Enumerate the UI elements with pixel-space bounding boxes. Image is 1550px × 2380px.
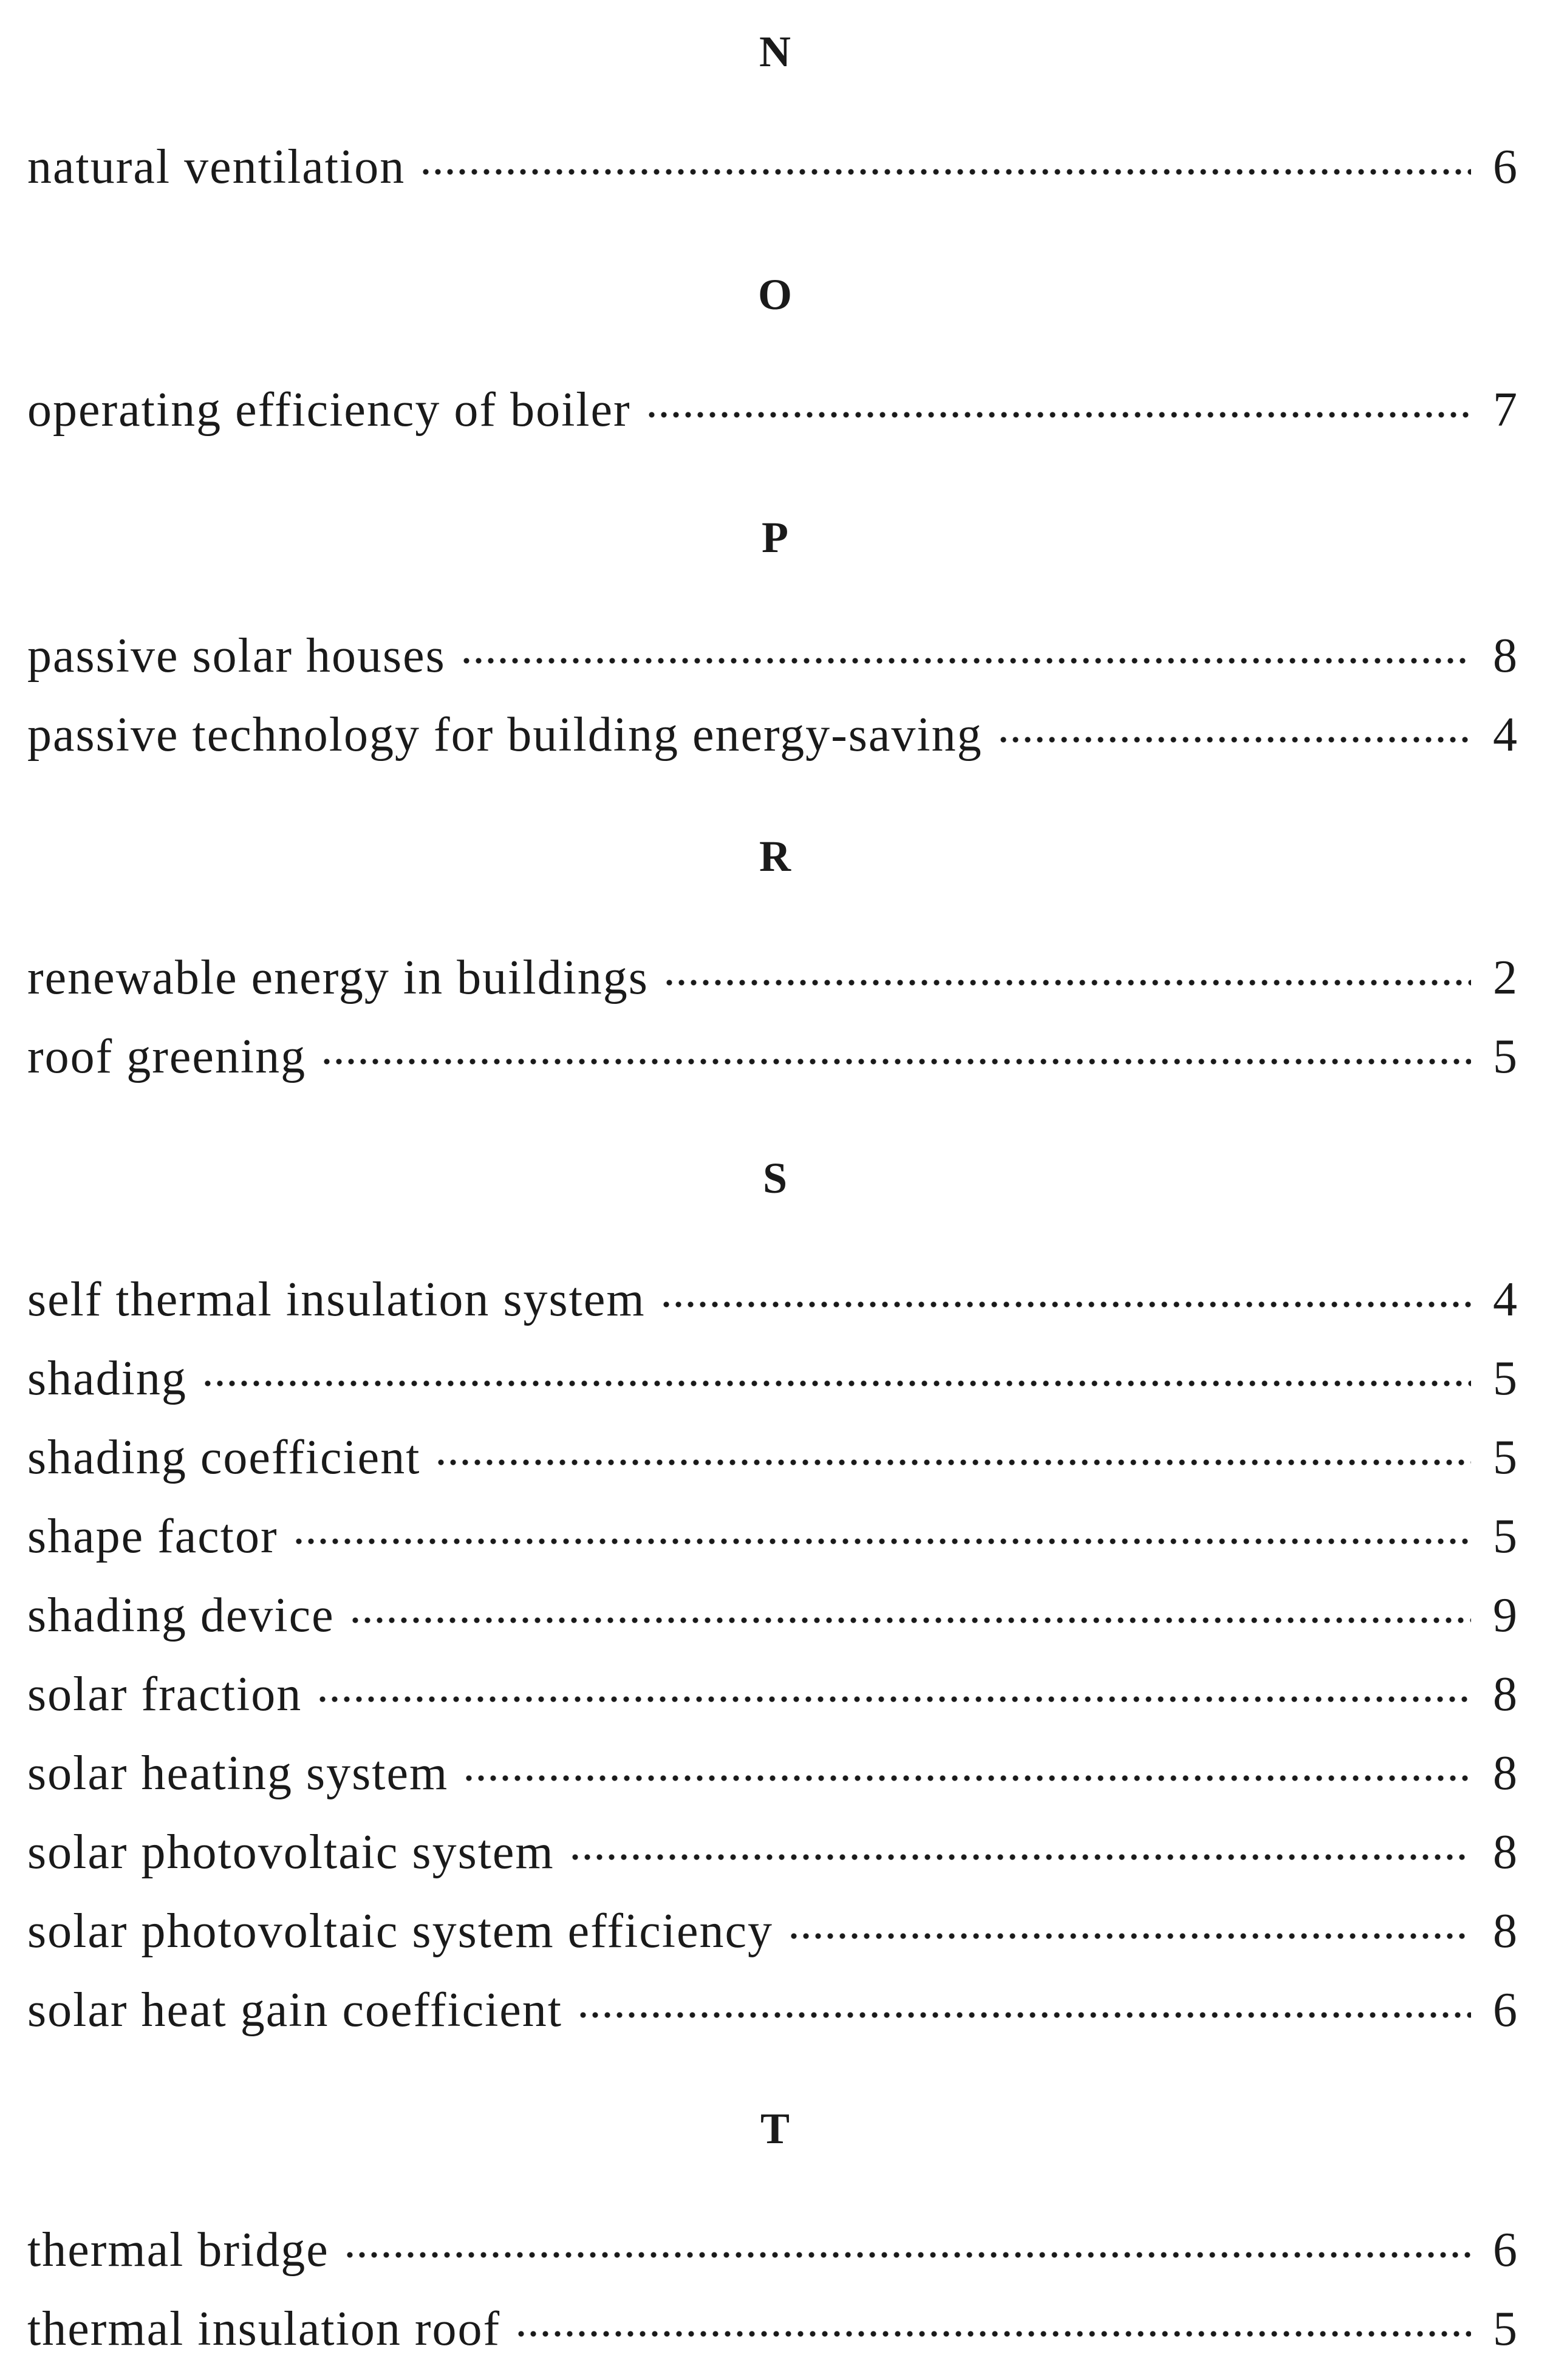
- dot-leader: [460, 626, 1471, 686]
- page-number: 8: [1493, 1668, 1518, 1721]
- index-entry: [27, 2299, 1518, 2359]
- dot-leader: [321, 1026, 1471, 1087]
- dot-leader: [435, 1427, 1471, 1488]
- page-number: 5: [1493, 1510, 1518, 1563]
- dot-leader: [344, 2220, 1471, 2280]
- page-number: 6: [1493, 2223, 1518, 2277]
- page-number: 8: [1493, 1747, 1518, 1800]
- dot-leader: [663, 947, 1471, 1008]
- dot-leader: [349, 1585, 1471, 1646]
- index-term: natural ventilation: [27, 140, 406, 194]
- dot-leader: [997, 704, 1471, 765]
- index-term: shape factor: [27, 1510, 278, 1563]
- index-entry: [27, 1585, 1518, 1646]
- index-term: shading: [27, 1352, 187, 1405]
- index-entry: [27, 1026, 1518, 1087]
- index-term: operating efficiency of boiler: [27, 383, 631, 437]
- index-term: thermal insulation roof: [27, 2302, 501, 2356]
- index-term: solar photovoltaic system: [27, 1826, 555, 1879]
- index-entry: [27, 1506, 1518, 1567]
- index-term: passive technology for building energy-saving: [27, 708, 983, 762]
- index-entry: [27, 704, 1518, 765]
- index-entry: [27, 1664, 1518, 1725]
- index-term: self thermal insulation system: [27, 1273, 646, 1326]
- page-number: 7: [1493, 383, 1518, 437]
- page-number: 2: [1493, 951, 1518, 1004]
- index-entry: [27, 2220, 1518, 2280]
- dot-leader: [420, 137, 1471, 197]
- dot-leader: [515, 2299, 1471, 2359]
- index-term: solar heating system: [27, 1747, 449, 1800]
- index-entry: [27, 1269, 1518, 1330]
- index-term: passive solar houses: [27, 629, 446, 683]
- section-heading-t: T: [760, 2104, 790, 2153]
- dot-leader: [788, 1901, 1471, 1962]
- page-number: 9: [1493, 1589, 1518, 1642]
- page-number: 8: [1493, 629, 1518, 683]
- dot-leader: [569, 1822, 1471, 1883]
- section-heading-o: O: [757, 270, 792, 319]
- dot-leader: [646, 380, 1471, 440]
- section-heading-r: R: [759, 832, 791, 881]
- index-term: solar fraction: [27, 1668, 302, 1721]
- index-entry: [27, 1427, 1518, 1488]
- index-term: thermal bridge: [27, 2223, 329, 2277]
- dot-leader: [577, 1980, 1471, 2041]
- index-entry: [27, 947, 1518, 1008]
- page-number: 4: [1493, 708, 1518, 762]
- index-term: renewable energy in buildings: [27, 951, 649, 1004]
- page-number: 5: [1493, 2302, 1518, 2356]
- index-term: shading device: [27, 1589, 335, 1642]
- index-term: roof greening: [27, 1030, 307, 1083]
- index-term: solar heat gain coefficient: [27, 1983, 563, 2037]
- page-number: 8: [1493, 1904, 1518, 1958]
- dot-leader: [316, 1664, 1471, 1725]
- section-heading-p: P: [762, 513, 788, 562]
- page-number: 4: [1493, 1273, 1518, 1326]
- index-entry: [27, 1901, 1518, 1962]
- index-entry: [27, 1348, 1518, 1409]
- section-heading-n: N: [759, 27, 791, 76]
- page-number: 5: [1493, 1431, 1518, 1484]
- section-heading-s: S: [762, 1154, 788, 1202]
- dot-leader: [463, 1743, 1471, 1804]
- index-term: shading coefficient: [27, 1431, 421, 1484]
- index-entry: [27, 626, 1518, 686]
- index-entry: [27, 380, 1518, 440]
- page-number: 8: [1493, 1826, 1518, 1879]
- page-number: 5: [1493, 1030, 1518, 1083]
- index-term: solar photovoltaic system efficiency: [27, 1904, 773, 1958]
- dot-leader: [202, 1348, 1471, 1409]
- dot-leader: [293, 1506, 1471, 1567]
- dot-leader: [660, 1269, 1471, 1330]
- index-entry: [27, 137, 1518, 197]
- index-entry: [27, 1822, 1518, 1883]
- page-number: 6: [1493, 1983, 1518, 2037]
- page-number: 6: [1493, 140, 1518, 194]
- index-entry: [27, 1743, 1518, 1804]
- index-entry: [27, 1980, 1518, 2041]
- page-number: 5: [1493, 1352, 1518, 1405]
